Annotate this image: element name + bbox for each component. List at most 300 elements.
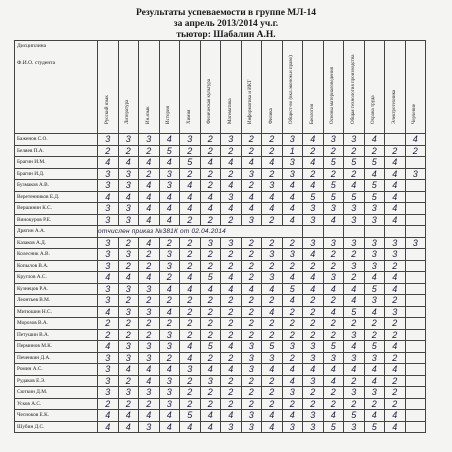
- grade-cell: 4: [98, 410, 119, 422]
- grade-cell: 3: [98, 260, 119, 272]
- grade-cell: 4: [344, 364, 365, 376]
- student-name: Брагин И.М.: [15, 157, 98, 169]
- grade-cell: 2: [323, 387, 344, 399]
- grade-cell: 2: [303, 318, 324, 330]
- student-row: [15, 364, 426, 376]
- grade-cell: 3: [344, 237, 365, 249]
- grade-cell: 2: [364, 329, 385, 341]
- grade-cell: 4: [139, 364, 160, 376]
- grade-cell: 4: [159, 306, 180, 318]
- grade-cell: 3: [323, 134, 344, 146]
- grade-cell: 4: [385, 157, 406, 169]
- grade-cell: 4: [303, 364, 324, 376]
- grade-cell: 4: [139, 237, 160, 249]
- grade-cell: [405, 318, 426, 330]
- student-name: Чесноков Е.К.: [15, 410, 98, 422]
- student-row: [15, 226, 426, 238]
- grade-cell: 2: [159, 272, 180, 284]
- grade-cell: 4: [118, 191, 139, 203]
- grade-cell: 3: [262, 272, 283, 284]
- grade-cell: 4: [364, 364, 385, 376]
- grade-cell: 3: [118, 341, 139, 353]
- grade-cell: 4: [221, 203, 242, 215]
- grade-cell: 3: [98, 180, 119, 192]
- grade-cell: 4: [159, 283, 180, 295]
- grade-cell: 3: [385, 237, 406, 249]
- grade-cell: 3: [364, 352, 385, 364]
- grade-cell: 4: [282, 203, 303, 215]
- grade-cell: 3: [241, 214, 262, 226]
- student-row: [15, 375, 426, 387]
- subject-label: Ин.язык: [145, 106, 151, 124]
- grade-cell: 3: [303, 352, 324, 364]
- grade-cell: 4: [364, 168, 385, 180]
- grade-cell: 5: [364, 341, 385, 353]
- student-row: [15, 272, 426, 284]
- grade-cell: 4: [303, 134, 324, 146]
- grade-cell: 2: [241, 318, 262, 330]
- grade-cell: 4: [159, 157, 180, 169]
- grade-cell: [385, 226, 406, 238]
- grade-cell: 4: [200, 283, 221, 295]
- student-name: Веретенников Е.Д.: [15, 191, 98, 203]
- grade-cell: [405, 203, 426, 215]
- subject-label: Физика: [268, 108, 274, 124]
- grade-cell: 3: [159, 249, 180, 261]
- grade-cell: 2: [200, 306, 221, 318]
- grade-cell: 3: [159, 341, 180, 353]
- grades-table: [14, 40, 426, 433]
- grade-cell: 4: [118, 272, 139, 284]
- grade-cell: 2: [200, 134, 221, 146]
- student-name: Беляев П.А.: [15, 145, 98, 157]
- grade-cell: 2: [303, 387, 324, 399]
- grade-cell: 2: [180, 295, 201, 307]
- grade-cell: 5: [180, 410, 201, 422]
- grade-cell: 4: [241, 157, 262, 169]
- grade-cell: 4: [200, 157, 221, 169]
- student-name: Печенкин Д.А.: [15, 352, 98, 364]
- grade-cell: 2: [262, 398, 283, 410]
- grade-cell: 4: [159, 214, 180, 226]
- grade-cell: 5: [344, 410, 365, 422]
- grade-cell: 4: [323, 364, 344, 376]
- student-name: Усков А.С.: [15, 398, 98, 410]
- grade-cell: 2: [303, 168, 324, 180]
- grade-cell: [405, 180, 426, 192]
- grade-cell: 3: [118, 306, 139, 318]
- subject-header: [323, 41, 344, 134]
- grade-cell: 2: [200, 352, 221, 364]
- grade-cell: 4: [221, 272, 242, 284]
- grade-cell: 3: [118, 249, 139, 261]
- grade-cell: 2: [159, 318, 180, 330]
- grade-cell: 4: [221, 410, 242, 422]
- grade-cell: 2: [159, 352, 180, 364]
- grade-cell: 2: [139, 168, 160, 180]
- grade-cell: 2: [282, 306, 303, 318]
- grade-cell: 3: [241, 364, 262, 376]
- grade-cell: 4: [118, 410, 139, 422]
- grade-cell: 3: [282, 134, 303, 146]
- grade-cell: 3: [98, 249, 119, 261]
- grade-cell: 4: [139, 214, 160, 226]
- grade-cell: 2: [262, 134, 283, 146]
- grade-cell: 5: [200, 341, 221, 353]
- grade-cell: 4: [159, 203, 180, 215]
- grade-cell: 4: [303, 180, 324, 192]
- grade-cell: 5: [180, 157, 201, 169]
- student-row: [15, 260, 426, 272]
- grade-cell: 4: [282, 272, 303, 284]
- grade-cell: 5: [323, 421, 344, 433]
- student-row: [15, 283, 426, 295]
- subject-header: [180, 41, 201, 134]
- grade-cell: 2: [180, 145, 201, 157]
- grade-cell: 2: [98, 145, 119, 157]
- grade-cell: 4: [118, 157, 139, 169]
- report-period: за апрель 2013/2014 уч.г.: [173, 19, 279, 29]
- subject-label: История: [166, 106, 172, 124]
- grade-cell: [405, 249, 426, 261]
- grade-cell: 4: [344, 341, 365, 353]
- grade-cell: 2: [180, 306, 201, 318]
- grade-cell: 4: [282, 364, 303, 376]
- grade-cell: 4: [139, 375, 160, 387]
- grade-cell: 2: [200, 145, 221, 157]
- discipline-label: Дисциплина: [17, 43, 47, 49]
- grade-cell: 4: [262, 157, 283, 169]
- grade-cell: 4: [282, 180, 303, 192]
- grade-cell: 3: [118, 134, 139, 146]
- grade-cell: 3: [364, 260, 385, 272]
- grade-cell: 5: [262, 341, 283, 353]
- subject-label: Русский язык: [104, 95, 110, 124]
- grade-cell: [405, 387, 426, 399]
- grade-cell: 2: [200, 249, 221, 261]
- grade-cell: 3: [344, 421, 365, 433]
- grade-cell: 3: [303, 237, 324, 249]
- grade-cell: 2: [221, 260, 242, 272]
- grade-cell: 3: [241, 352, 262, 364]
- grade-cell: 2: [200, 168, 221, 180]
- grade-cell: 2: [405, 145, 426, 157]
- grade-cell: 4: [159, 364, 180, 376]
- grade-cell: 4: [282, 214, 303, 226]
- student-row: [15, 352, 426, 364]
- student-name: Ромин А.С.: [15, 364, 98, 376]
- subject-header: [344, 41, 365, 134]
- grade-cell: 2: [180, 260, 201, 272]
- grade-cell: 3: [118, 180, 139, 192]
- grade-cell: 2: [344, 318, 365, 330]
- grade-cell: 3: [344, 387, 365, 399]
- grade-cell: 4: [180, 191, 201, 203]
- grade-cell: [405, 283, 426, 295]
- grade-cell: 2: [180, 398, 201, 410]
- grade-cell: 2: [200, 260, 221, 272]
- grade-cell: 2: [323, 145, 344, 157]
- grade-cell: 4: [180, 180, 201, 192]
- grade-cell: 2: [344, 249, 365, 261]
- grade-cell: 2: [323, 260, 344, 272]
- grade-cell: 2: [385, 352, 406, 364]
- grade-cell: 2: [221, 352, 242, 364]
- grade-cell: 2: [282, 329, 303, 341]
- grade-cell: 3: [139, 283, 160, 295]
- grade-cell: 5: [323, 180, 344, 192]
- grade-cell: 2: [385, 387, 406, 399]
- grade-cell: 2: [221, 145, 242, 157]
- grade-cell: 3: [159, 329, 180, 341]
- grade-cell: 3: [282, 249, 303, 261]
- student-name: Петушин В.А.: [15, 329, 98, 341]
- grade-cell: 4: [200, 191, 221, 203]
- grade-cell: 5: [159, 145, 180, 157]
- grade-cell: 5: [364, 283, 385, 295]
- grade-cell: 3: [159, 168, 180, 180]
- grade-cell: 4: [303, 249, 324, 261]
- grade-cell: 2: [241, 375, 262, 387]
- grade-cell: [323, 226, 344, 238]
- grade-cell: 2: [385, 375, 406, 387]
- grade-cell: 2: [323, 295, 344, 307]
- grade-cell: 2: [98, 329, 119, 341]
- grade-cell: [405, 191, 426, 203]
- subject-label: Общая технология производства: [350, 54, 356, 124]
- grade-cell: 4: [303, 272, 324, 284]
- table-header-row: [15, 41, 426, 134]
- grade-cell: 2: [139, 145, 160, 157]
- student-row: [15, 203, 426, 215]
- grade-cell: 1: [282, 145, 303, 157]
- grade-cell: 5: [344, 157, 365, 169]
- grade-cell: 3: [139, 134, 160, 146]
- grade-cell: 4: [405, 134, 426, 146]
- grade-cell: [364, 226, 385, 238]
- student-name: Сюткин Д.М.: [15, 387, 98, 399]
- grade-cell: 2: [139, 295, 160, 307]
- student-row: [15, 295, 426, 307]
- grade-cell: [405, 272, 426, 284]
- grade-cell: 3: [405, 168, 426, 180]
- grade-cell: 4: [262, 421, 283, 433]
- grade-cell: 3: [98, 364, 119, 376]
- grade-cell: 2: [98, 318, 119, 330]
- grade-cell: [405, 421, 426, 433]
- grade-cell: [344, 226, 365, 238]
- grade-cell: 3: [221, 421, 242, 433]
- grade-cell: 4: [385, 341, 406, 353]
- grade-cell: 3: [282, 387, 303, 399]
- grade-cell: 3: [303, 203, 324, 215]
- grade-cell: 2: [221, 318, 242, 330]
- grade-cell: 4: [221, 341, 242, 353]
- subject-header: [118, 41, 139, 134]
- grade-cell: 2: [385, 260, 406, 272]
- grade-cell: 4: [282, 375, 303, 387]
- grade-cell: 4: [221, 364, 242, 376]
- grade-cell: 4: [262, 306, 283, 318]
- grade-cell: [405, 295, 426, 307]
- grade-cell: 2: [262, 168, 283, 180]
- grade-cell: 2: [344, 168, 365, 180]
- student-name: Бузмаков А.В.: [15, 180, 98, 192]
- student-row: [15, 180, 426, 192]
- grade-cell: 2: [385, 145, 406, 157]
- student-name-label: Ф.И.О. студента: [17, 60, 56, 66]
- student-row: [15, 398, 426, 410]
- subject-header: [262, 41, 283, 134]
- report-title: Результаты успеваемости в группе МЛ-14: [135, 8, 317, 18]
- grade-cell: [405, 214, 426, 226]
- grade-cell: 4: [180, 272, 201, 284]
- student-row: [15, 134, 426, 146]
- grade-cell: 3: [323, 352, 344, 364]
- grade-cell: 3: [303, 421, 324, 433]
- grade-cell: 4: [385, 364, 406, 376]
- student-name: Казаков А.Д.: [15, 237, 98, 249]
- grade-cell: 4: [159, 410, 180, 422]
- grade-cell: 3: [221, 191, 242, 203]
- grade-cell: [405, 226, 426, 238]
- grade-cell: 2: [241, 134, 262, 146]
- grade-cell: 2: [364, 145, 385, 157]
- grade-cell: 2: [180, 329, 201, 341]
- subject-header: [139, 41, 160, 134]
- grade-cell: 2: [323, 168, 344, 180]
- grade-cell: 4: [180, 341, 201, 353]
- student-row: [15, 387, 426, 399]
- grade-cell: 3: [200, 237, 221, 249]
- grade-cell: 4: [385, 168, 406, 180]
- student-name: Круглов А.С.: [15, 272, 98, 284]
- grade-cell: 5: [282, 283, 303, 295]
- grade-cell: 5: [344, 191, 365, 203]
- grade-cell: 2: [303, 260, 324, 272]
- grade-cell: [405, 364, 426, 376]
- grade-cell: 2: [241, 272, 262, 284]
- grade-cell: 2: [241, 398, 262, 410]
- grade-cell: 4: [364, 410, 385, 422]
- grade-cell: 3: [118, 203, 139, 215]
- grade-cell: 5: [364, 191, 385, 203]
- grade-cell: 2: [159, 295, 180, 307]
- grade-cell: 3: [159, 260, 180, 272]
- grade-cell: 3: [282, 341, 303, 353]
- student-row: [15, 168, 426, 180]
- grade-cell: 3: [180, 364, 201, 376]
- subject-header: [159, 41, 180, 134]
- grade-cell: 4: [323, 375, 344, 387]
- grade-cell: 2: [241, 249, 262, 261]
- grade-cell: 4: [200, 203, 221, 215]
- grade-cell: 3: [344, 260, 365, 272]
- grade-cell: 3: [159, 375, 180, 387]
- student-name: Перминов М.К.: [15, 341, 98, 353]
- grade-cell: 2: [200, 295, 221, 307]
- grade-cell: 4: [200, 421, 221, 433]
- student-name: Дрягин А.А.: [15, 226, 98, 238]
- grade-cell: 2: [180, 249, 201, 261]
- grade-cell: 3: [405, 237, 426, 249]
- grade-cell: 4: [98, 191, 119, 203]
- student-name: Винокуров Р.Е.: [15, 214, 98, 226]
- grade-cell: 3: [303, 214, 324, 226]
- subject-label: Физическая культура: [207, 78, 213, 124]
- grade-cell: 5: [323, 157, 344, 169]
- subject-header: [282, 41, 303, 134]
- subject-header: [241, 41, 262, 134]
- grade-cell: 4: [221, 157, 242, 169]
- subject-label: Математика: [227, 98, 233, 124]
- grade-cell: 4: [180, 421, 201, 433]
- grade-cell: 3: [139, 387, 160, 399]
- grade-cell: 4: [180, 203, 201, 215]
- student-row: [15, 214, 426, 226]
- grade-cell: 2: [241, 387, 262, 399]
- grade-cell: 2: [118, 329, 139, 341]
- grade-cell: 3: [364, 203, 385, 215]
- student-name: Леонтьев В.М.: [15, 295, 98, 307]
- grade-cell: 2: [282, 260, 303, 272]
- grade-cell: [405, 352, 426, 364]
- grade-cell: 3: [344, 329, 365, 341]
- student-name: Рудаков Е.Э.: [15, 375, 98, 387]
- grade-cell: [405, 329, 426, 341]
- grade-cell: 2: [118, 260, 139, 272]
- grade-cell: 2: [139, 318, 160, 330]
- grade-cell: 4: [139, 180, 160, 192]
- grade-cell: 5: [323, 191, 344, 203]
- grade-cell: 3: [118, 352, 139, 364]
- grade-cell: 3: [303, 410, 324, 422]
- grade-cell: 3: [282, 168, 303, 180]
- grade-cell: 3: [159, 398, 180, 410]
- grade-cell: 2: [139, 398, 160, 410]
- grade-cell: 4: [385, 214, 406, 226]
- grade-cell: 4: [139, 157, 160, 169]
- grade-cell: 5: [364, 157, 385, 169]
- subject-header: [405, 41, 426, 134]
- grade-cell: 2: [385, 318, 406, 330]
- subject-label: Черчение: [412, 103, 418, 124]
- grade-cell: 2: [344, 398, 365, 410]
- student-name: Брагин И.Д.: [15, 168, 98, 180]
- grade-cell: 5: [364, 421, 385, 433]
- grade-cell: 4: [364, 375, 385, 387]
- grade-cell: 2: [262, 387, 283, 399]
- grade-cell: 3: [98, 295, 119, 307]
- grade-cell: 3: [262, 352, 283, 364]
- grade-cell: 3: [344, 352, 365, 364]
- grade-cell: 4: [200, 410, 221, 422]
- subject-label: Общест-во (вкл.эконом.и право): [289, 55, 295, 124]
- grade-cell: 2: [180, 168, 201, 180]
- grade-cell: 2: [344, 272, 365, 284]
- report-tutor: тьютор: Шабалин А.Н.: [176, 30, 276, 40]
- grade-cell: 2: [303, 329, 324, 341]
- grade-cell: 4: [221, 180, 242, 192]
- grade-cell: 2: [303, 306, 324, 318]
- grade-cell: 2: [139, 329, 160, 341]
- grade-cell: 2: [241, 329, 262, 341]
- grade-cell: 3: [241, 341, 262, 353]
- grade-cell: 4: [118, 421, 139, 433]
- grade-cell: 4: [323, 410, 344, 422]
- student-name: Кузнецов Р.А.: [15, 283, 98, 295]
- grade-cell: 4: [139, 272, 160, 284]
